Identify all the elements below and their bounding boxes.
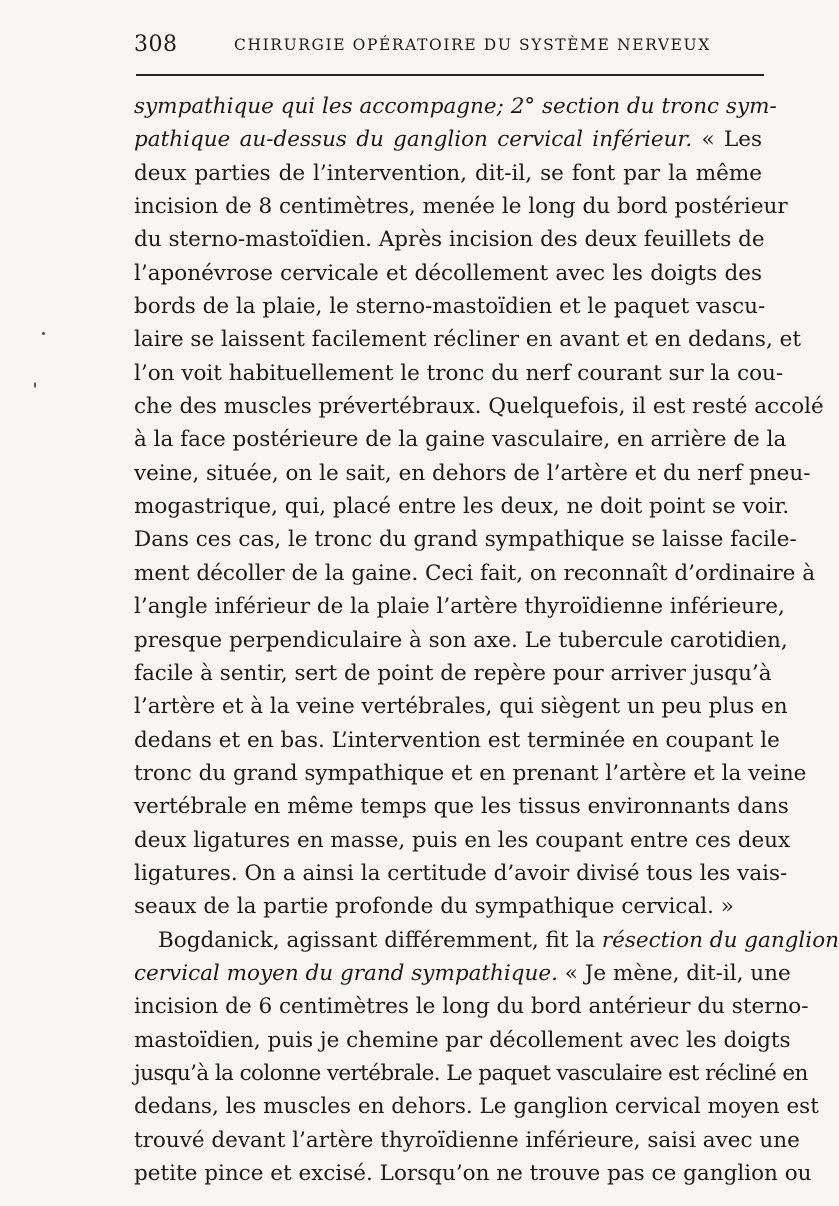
text-line: l’angle inférieur de la plaie l’artère thyroïdienne inférieure, [134, 594, 785, 620]
text-line: du sterno-mastoïdien. Après incision des deux feuillets de [134, 227, 765, 253]
running-head [134, 30, 774, 62]
text-line [134, 957, 791, 990]
text-line: presque perpendiculaire à son axe. Le tubercule carotidien, [134, 627, 788, 653]
text-line: facile à sentir, sert de point de repère pour arriver jusqu’à [134, 660, 772, 686]
text-line: jusqu’à la colonne vertébrale. Le paquet vasculaire est récliné en [134, 1060, 808, 1086]
text-line: l’on voit habituellement le tronc du nerf courant sur la cou- [134, 360, 784, 386]
text-line: deux ligatures en masse, puis en les coupant entre ces deux [134, 827, 791, 853]
header-rule [136, 74, 764, 76]
italic-text: cervical moyen du grand sympathique. [134, 960, 558, 986]
scan-speck [42, 332, 45, 335]
italic-text: résection du ganglion [601, 927, 839, 953]
italic-text: pathique au-dessus du ganglion cervical inférieur. [134, 127, 693, 153]
text-line: tronc du grand sympathique et en prenant l’artère et la veine [134, 760, 807, 786]
text-line: l’artère et à la veine vertébrales, qui siègent un peu plus en [134, 694, 788, 720]
page-number: 308 [134, 32, 178, 57]
text-line [134, 123, 762, 156]
text-line: ligatures. On a ainsi la certitude d’avoir divisé tous les vais- [134, 860, 788, 886]
text-line: Dans ces cas, le tronc du grand sympathique se laisse facile- [134, 527, 797, 553]
text-line: incision de 6 centimètres le long du bord antérieur du sterno- [134, 994, 809, 1020]
text-line: vertébrale en même temps que les tissus environnants dans [134, 794, 789, 820]
text-line: seaux de la partie profonde du sympathique cervical. » [134, 894, 734, 920]
running-title: CHIRURGIE OPÉRATOIRE DU SYSTÈME NERVEUX [234, 36, 711, 54]
text-line: dedans, les muscles en dehors. Le ganglion cervical moyen est [134, 1094, 819, 1120]
text-line: bords de la plaie, le sterno-mastoïdien et le paquet vascu- [134, 294, 766, 320]
text-line: ment décoller de la gaine. Ceci fait, on reconnaît d’ordinaire à [134, 560, 816, 586]
text-line: à la face postérieure de la gaine vasculaire, en arrière de la [134, 427, 787, 453]
text-line: trouvé devant l’artère thyroïdienne inférieure, saisi avec une [134, 1127, 800, 1153]
text-line: incision de 8 centimètres, menée le long du bord postérieur [134, 194, 788, 220]
text-line: mastoïdien, puis je chemine par décollement avec les doigts [134, 1027, 791, 1053]
text-line: veine, située, on le sait, en dehors de l’artère et du nerf pneu- [134, 460, 811, 486]
text-line [134, 924, 839, 957]
italic-text: sympathique qui les accompagne; 2° section du tronc sym- [134, 94, 777, 119]
text-segment: « Les [692, 127, 763, 153]
text-line: dedans et en bas. L’intervention est terminée en coupant le [134, 727, 780, 753]
body-text [134, 90, 839, 1190]
paragraph-1 [134, 90, 824, 924]
text-line: mogastrique, qui, placé entre les deux, ne doit point se voir. [134, 494, 790, 520]
paragraph-2 [134, 924, 839, 1191]
text-segment: Bogdanick, agissant différemment, fit la [158, 927, 602, 953]
scan-speck [34, 382, 36, 388]
text-line [134, 90, 777, 123]
text-line: petite pince et excisé. Lorsqu’on ne trouve pas ce ganglion ou [134, 1161, 812, 1186]
text-line: deux parties de l’intervention, dit-il, se font par la même [134, 160, 762, 186]
text-line: che des muscles prévertébraux. Quelquefois, il est resté accolé [134, 394, 824, 420]
text-line: laire se laissent facilement récliner en avant et en dedans, et [134, 327, 801, 353]
text-segment: « Je mène, dit-il, une [557, 960, 791, 986]
text-line: l’aponévrose cervicale et décollement avec les doigts des [134, 260, 762, 286]
